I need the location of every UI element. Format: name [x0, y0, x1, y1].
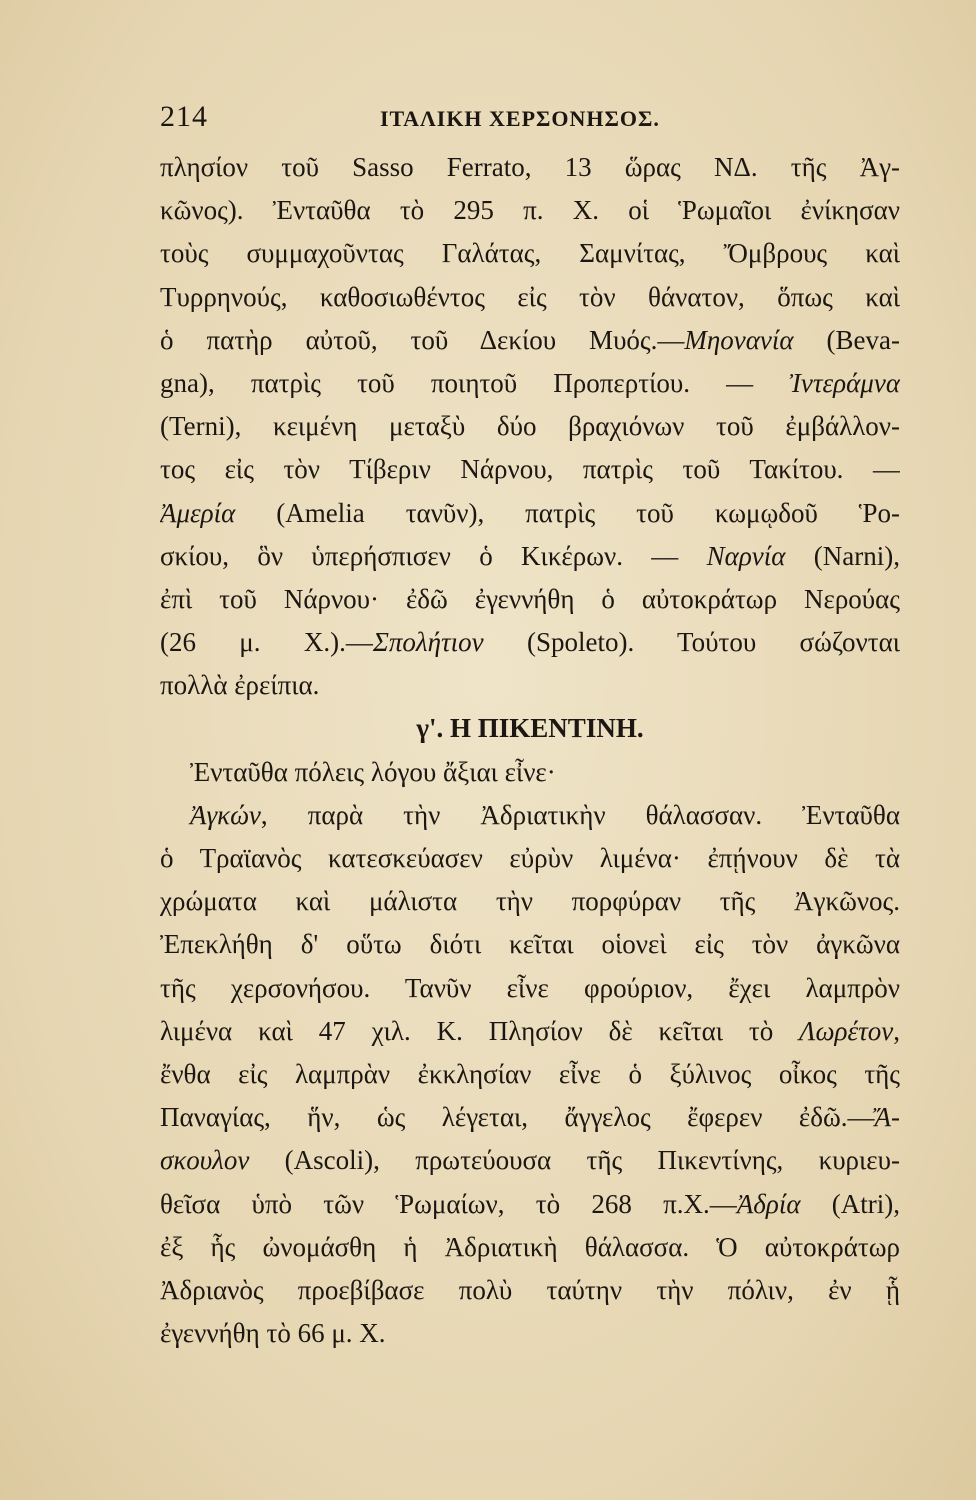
text-line: ἐπὶ τοῦ Νάρνου· ἐδῶ ἐγεννήθη ὁ αὐτοκράτωρ Νερούας	[160, 583, 900, 614]
text-line: τῆς χερσονήσου. Τανῦν εἶνε φρούριον, ἔχει λαμπρὸν	[160, 972, 900, 1003]
place-name: Ἀδρία	[736, 1188, 801, 1219]
text-line: Ἐπεκλήθη δ' οὕτω διότι κεῖται οἱονεὶ εἰς τὸν ἀγκῶνα	[160, 929, 900, 960]
text-line: Ἀγκών, παρὰ τὴν Ἀδριατικὴν θάλασσαν. Ἐνταῦθα	[190, 799, 900, 830]
text-line: σκουλον (Ascoli), πρωτεύουσα τῆς Πικεντίνης, κυριευ-	[160, 1145, 900, 1176]
text-line: Ἀμερία (Amelia τανῦν), πατρὶς τοῦ κωμῳδοῦ Ῥο-	[160, 497, 900, 528]
text-line: σκίου, ὃν ὑπερήσπισεν ὁ Κικέρων. — Ναρνία (Narni),	[160, 540, 900, 571]
text-line: θεῖσα ὑπὸ τῶν Ῥωμαίων, τὸ 268 π.Χ.—Ἀδρία (Atri),	[160, 1188, 900, 1219]
place-name: Λωρέτον	[799, 1015, 894, 1046]
text-line: gna), πατρὶς τοῦ ποιητοῦ Προπερτίου. — Ἰντεράμνα	[160, 367, 900, 398]
page-header	[160, 100, 900, 144]
place-name: Ἀγκών	[190, 799, 261, 830]
body-text	[160, 146, 900, 1355]
text-line: πολλὰ ἐρείπια.	[160, 670, 320, 701]
text-line: Τυρρηνούς, καθοσιωθέντος εἰς τὸν θάνατον, ὅπως καὶ	[160, 281, 900, 312]
place-name: Ναρνία	[706, 540, 786, 571]
place-name: Μηονανία	[684, 324, 794, 355]
text-line: τος εἰς τὸν Τίβεριν Νάρνου, πατρὶς τοῦ Τακίτου. —	[160, 454, 900, 485]
running-title: ΙΤΑΛΙΚΗ ΧΕΡΣΟΝΗΣΟΣ.	[380, 106, 660, 131]
place-name: Σπολήτιον	[372, 627, 484, 658]
text-line: ὁ Τραϊανὸς κατεσκεύασεν εὐρὺν λιμένα· ἐπῄνουν δὲ τὰ	[160, 843, 900, 873]
text-line: λιμένα καὶ 47 χιλ. Κ. Πλησίον δὲ κεῖται τὸ Λωρέτον,	[160, 1015, 900, 1046]
text-line: Παναγίας, ἥν, ὡς λέγεται, ἄγγελος ἔφερεν ἐδῶ.—Ἄ-	[160, 1102, 900, 1133]
text-line: (26 μ. Χ.).—Σπολήτιον (Spoleto). Τούτου σώζονται	[160, 627, 900, 658]
section-heading: γ'. Η ΠΙΚΕΝΤΙΝΗ.	[416, 713, 644, 744]
place-name: Ἰντεράμνα	[789, 367, 900, 398]
place-name: σκουλον	[160, 1145, 250, 1176]
page-number: 214	[160, 100, 208, 133]
text-line: χρώματα καὶ μάλιστα τὴν πορφύραν τῆς Ἀγκῶνος.	[160, 886, 900, 917]
text-line: Ἐνταῦθα πόλεις λόγου ἄξιαι εἶνε·	[190, 756, 556, 787]
text-line: τοὺς συμμαχοῦντας Γαλάτας, Σαμνίτας, Ὄμβρους καὶ	[160, 238, 900, 269]
place-name: Ἀμερία	[160, 497, 236, 528]
text-line: (Terni), κειμένη μεταξὺ δύο βραχιόνων τοῦ ἐμβάλλον-	[160, 411, 900, 442]
text-line: ἐξ ἧς ὠνομάσθη ἡ Ἀδριατικὴ θάλασσα. Ὁ αὐτοκράτωρ	[160, 1231, 900, 1262]
text-line: ἔνθα εἰς λαμπρὰν ἐκκλησίαν εἶνε ὁ ξύλινος οἶκος τῆς	[160, 1058, 900, 1089]
text-line: ἐγεννήθη τὸ 66 μ. Χ.	[160, 1318, 386, 1349]
text-line: κῶνος). Ἐνταῦθα τὸ 295 π. Χ. οἱ Ῥωμαῖοι ἐνίκησαν	[160, 195, 900, 226]
text-line: ὁ πατὴρ αὐτοῦ, τοῦ Δεκίου Μυός.—Μηονανία (Beva-	[160, 324, 900, 355]
place-name: Ἄ-	[874, 1102, 900, 1133]
text-line: πλησίον τοῦ Sasso Ferrato, 13 ὥρας ΝΔ. τῆς Ἀγ-	[160, 152, 900, 182]
text-line: Ἀδριανὸς προεβίβασε πολὺ ταύτην τὴν πόλιν, ἐν ᾗ	[160, 1274, 900, 1305]
